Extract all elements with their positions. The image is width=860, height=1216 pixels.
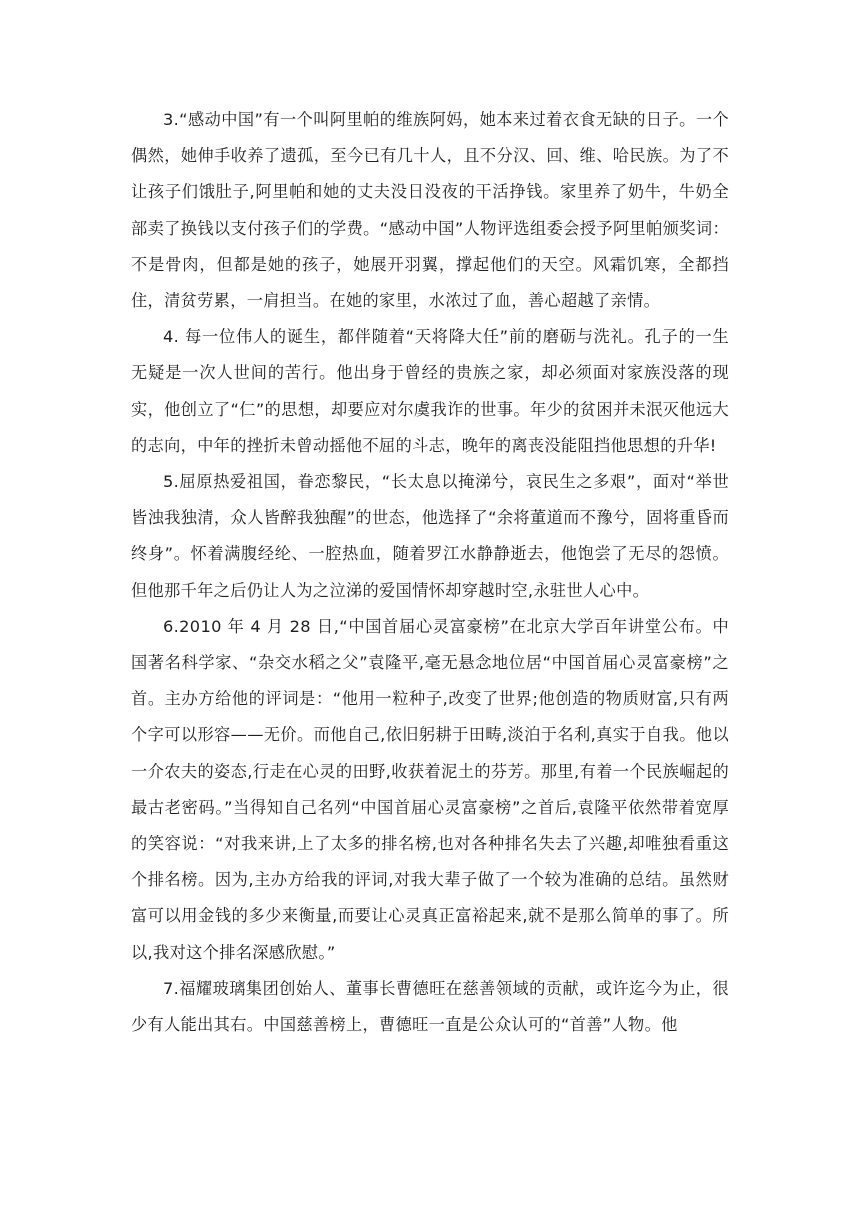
paragraph-5-quyuan: 5.屈原热爱祖国，眷恋黎民，“长太息以掩涕兮，哀民生之多艰”，面对“举世皆浊我独清，众人皆醉我独醒”的世态，他选择了“余将董道而不豫兮，固将重昏而终身”。怀着满腹经纶、一腔热血，随着罗江水静静逝去，他饱尝了无尽的怨愤。但他那千年之后仍让人为之泣涕的爱国情怀却穿越时空,永驻世人心中。 xyxy=(131,472,729,600)
document-body xyxy=(131,102,729,1043)
paragraph-6-yuan-longping: 6.2010 年 4 月 28 日,“中国首届心灵富豪榜”在北京大学百年讲堂公布。中国著名科学家、“杂交水稻之父”袁隆平,毫无悬念地位居“中国首届心灵富豪榜”之首。主办方给他的评词是：“他用一粒种子,改变了世界;他创造的物质财富,只有两个字可以形容——无价。而他自己,依旧躬耕于田畴,淡泊于名利,真实于自我。他以一介农夫的姿态,行走在心灵的田野,收获着泥土的芬芳。那里,有着一个民族崛起的最古老密码。”当得知自己名列“中国首届心灵富豪榜”之首后,袁隆平依然带着宽厚的笑容说：“对我来讲,上了太多的排名榜,也对各种排名失去了兴趣,却唯独看重这个排名榜。因为,主办方给我的评词,对我大辈子做了一个较为准确的总结。虽然财富可以用金钱的多少来衡量,而要让心灵真正富裕起来,就不是那么简单的事了。所以,我对这个排名深感欣慰。” xyxy=(131,616,729,962)
paragraph-4-confucius: 4. 每一位伟人的诞生，都伴随着“天将降大任”前的磨砺与洗礼。孔子的一生无疑是一次人世间的苦行。他出身于曾经的贵族之家，却必须面对家族没落的现实，他创立了“仁”的思想，却要应对尔虞我诈的世事。年少的贫困并未泯灭他远大的志向，中年的挫折未曾动摇他不屈的斗志，晚年的离丧没能阻挡他思想的升华! xyxy=(131,327,729,455)
paragraph-7-cao-dewang: 7.福耀玻璃集团创始人、董事长曹德旺在慈善领域的贡献，或许迄今为止，很少有人能出其右。中国慈善榜上，曹德旺一直是公众认可的“首善”人物。他 xyxy=(131,978,729,1035)
paragraph-3-alipa: 3.“感动中国”有一个叫阿里帕的维族阿妈，她本来过着衣食无缺的日子。一个偶然，她伸手收养了遗孤，至今已有几十人，且不分汉、回、维、哈民族。为了不让孩子们饿肚子,阿里帕和她的丈夫没日没夜的干活挣钱。家里养了奶牛，牛奶全部卖了换钱以支付孩子们的学费。“感动中国”人物评选组委会授予阿里帕颁奖词：不是骨肉，但都是她的孩子，她展开羽翼，撑起他们的天空。风霜饥寒，全都挡住，清贫劳累，一肩担当。在她的家里，水浓过了血，善心超越了亲情。 xyxy=(131,110,729,311)
